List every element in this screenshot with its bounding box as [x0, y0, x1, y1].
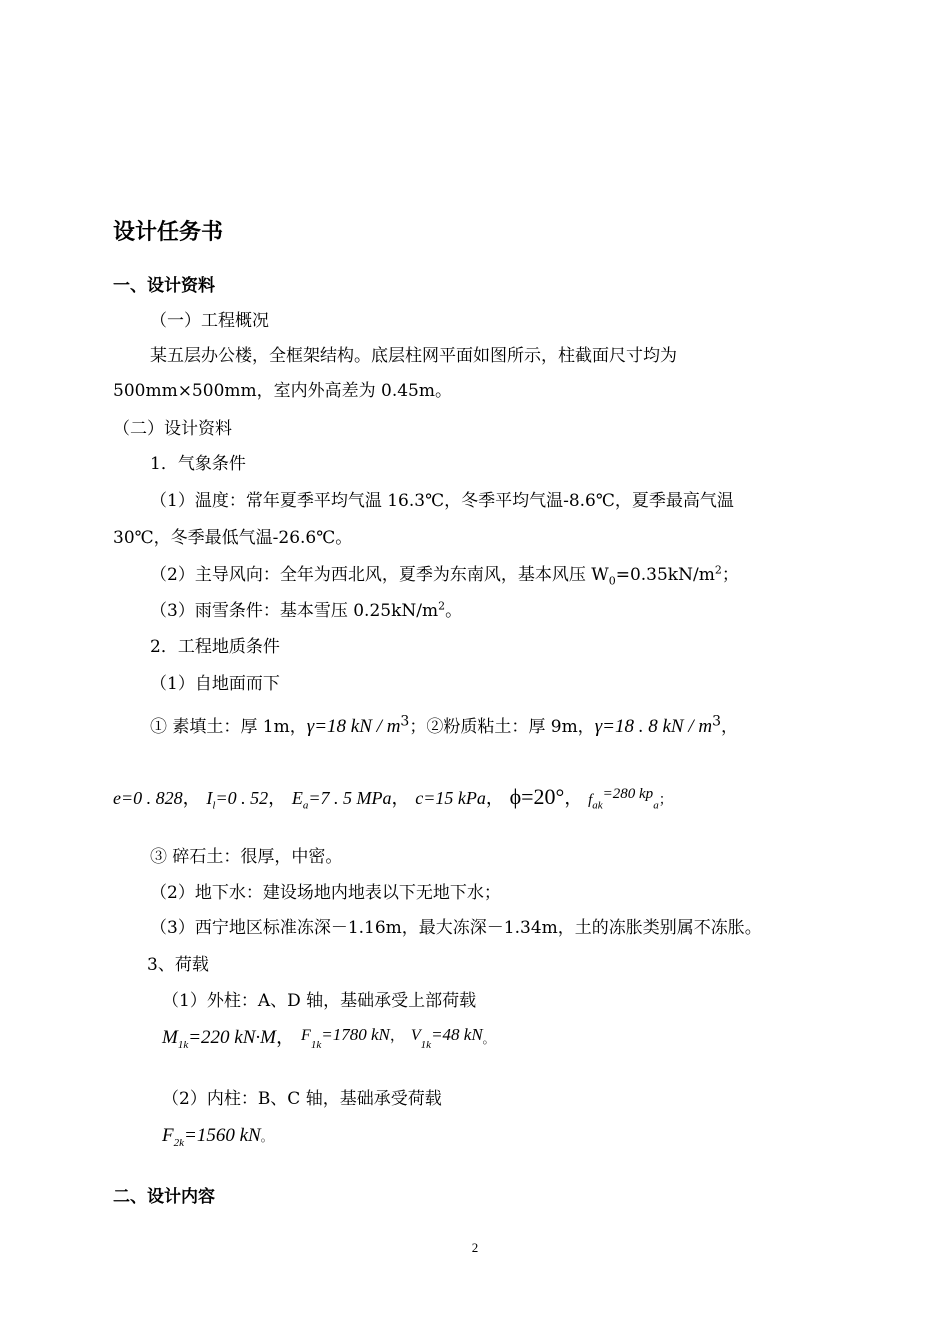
comma: ， [182, 788, 201, 809]
inner-force-symbol: F [162, 1125, 174, 1146]
liquidity-index-value: =0 . 52 [215, 788, 269, 808]
soil2-post: ， [721, 717, 739, 737]
liquidity-index-symbol: I [206, 788, 213, 808]
section-heading-design-content: 二、设计内容 [113, 1187, 215, 1207]
comma: ， [268, 788, 287, 809]
section-heading-design-data: 一、设计资料 [113, 276, 215, 296]
bearing-capacity-value: =280 kp [602, 786, 654, 802]
outer-column-formula [162, 1026, 495, 1050]
item-geological-conditions: 2．工程地质条件 [150, 637, 280, 657]
bearing-capacity-sub2: a [653, 799, 659, 812]
comma: ， [485, 788, 504, 809]
snow-text-pre: （3）雨雪条件：基本雪压 0.25kN/m [150, 601, 439, 621]
snow-text [150, 600, 462, 622]
frost-depth-text: （3）西宁地区标准冻深－1.16m，最大冻深－1.34m，土的冻胀类别属不冻胀。 [150, 918, 762, 938]
comma: ， [275, 1026, 295, 1048]
subheading-design-data: （二）设计资料 [113, 419, 232, 439]
period: 。 [260, 1130, 273, 1144]
modulus-value: =7 . 5 MPa [308, 788, 392, 808]
page-title: 设计任务书 [113, 220, 224, 245]
shear-sub: 1k [420, 1038, 432, 1051]
soil1-unit-weight: γ=18 kN / m [306, 716, 401, 737]
modulus-symbol: E [291, 788, 303, 808]
liquidity-index-sub: l [212, 799, 216, 812]
page-number: 2 [471, 1240, 479, 1255]
soil2-sup: 3 [712, 713, 722, 730]
shear-value: =48 kN [431, 1025, 483, 1044]
soil1-text: ① 素填土：厚 1m， [150, 717, 307, 737]
snow-text-post: 。 [445, 601, 463, 621]
item-weather-conditions: 1．气象条件 [150, 454, 246, 474]
outer-column-load-text: （1）外柱：A、D 轴，基础承受上部荷载 [162, 991, 477, 1011]
comma: ， [389, 1026, 405, 1044]
soil-parameters-line [113, 786, 673, 811]
axial-force-symbol: F [301, 1027, 311, 1044]
moment-sub: 1k [177, 1038, 189, 1051]
bearing-capacity-sub: ak [592, 799, 603, 812]
item-loads: 3、荷载 [147, 955, 209, 975]
axial-force-sub: 1k [310, 1038, 322, 1051]
wind-text-post: ； [721, 565, 739, 585]
inner-column-load-text: （2）内柱：B、C 轴，基础承受荷载 [162, 1089, 442, 1109]
inner-force-value: =1560 kN [184, 1125, 261, 1146]
soil1-sup: 3 [400, 713, 410, 730]
shear-symbol: V [410, 1027, 421, 1044]
comma: ， [564, 788, 583, 809]
soil-separator: ；②粉质粘土：厚 9m， [409, 717, 595, 737]
void-ratio: e=0 . 828 [113, 788, 183, 808]
friction-angle: ϕ=20° [509, 784, 565, 809]
bearing-capacity-symbol: f [588, 792, 593, 808]
subheading-project-overview: （一）工程概况 [150, 311, 269, 331]
soil3-text: ③ 碎石土：很厚，中密。 [150, 847, 343, 867]
wind-sup: 2 [714, 563, 722, 577]
snow-sup: 2 [438, 599, 446, 613]
wind-sub: 0 [608, 574, 616, 588]
temperature-line-1: （1）温度：常年夏季平均气温 16.3℃，冬季平均气温-8.6℃，夏季最高气温 [150, 491, 734, 511]
wind-direction-text [150, 564, 739, 586]
overview-text-line-1: 某五层办公楼，全框架结构。底层柱网平面如图所示，柱截面尺寸均为 [150, 346, 677, 366]
axial-force-value: =1780 kN [321, 1025, 390, 1044]
inner-force-sub: 2k [173, 1136, 184, 1149]
groundwater-text: （2）地下水：建设场地内地表以下无地下水； [150, 883, 501, 903]
period: 。 [482, 1032, 495, 1046]
geology-top-down: （1）自地面而下 [150, 674, 280, 694]
wind-text-mid: =0.35kN/m [615, 565, 715, 585]
soil-layers-line [150, 713, 739, 738]
overview-text-line-2: 500mm×500mm，室内外高差为 0.45m。 [113, 381, 452, 401]
cohesion: c=15 kPa [415, 788, 486, 808]
soil2-unit-weight: γ=18 . 8 kN / m [594, 716, 713, 737]
wind-text-pre: （2）主导风向：全年为西北风，夏季为东南风，基本风压 W [150, 565, 609, 585]
moment-symbol: M [162, 1027, 178, 1048]
modulus-sub: a [302, 799, 309, 812]
semicolon: ； [658, 792, 673, 808]
comma: ， [391, 788, 410, 809]
moment-value: =220 kN·M [188, 1027, 276, 1048]
inner-column-formula [162, 1124, 273, 1148]
temperature-line-2: 30℃，冬季最低气温-26.6℃。 [113, 528, 353, 548]
